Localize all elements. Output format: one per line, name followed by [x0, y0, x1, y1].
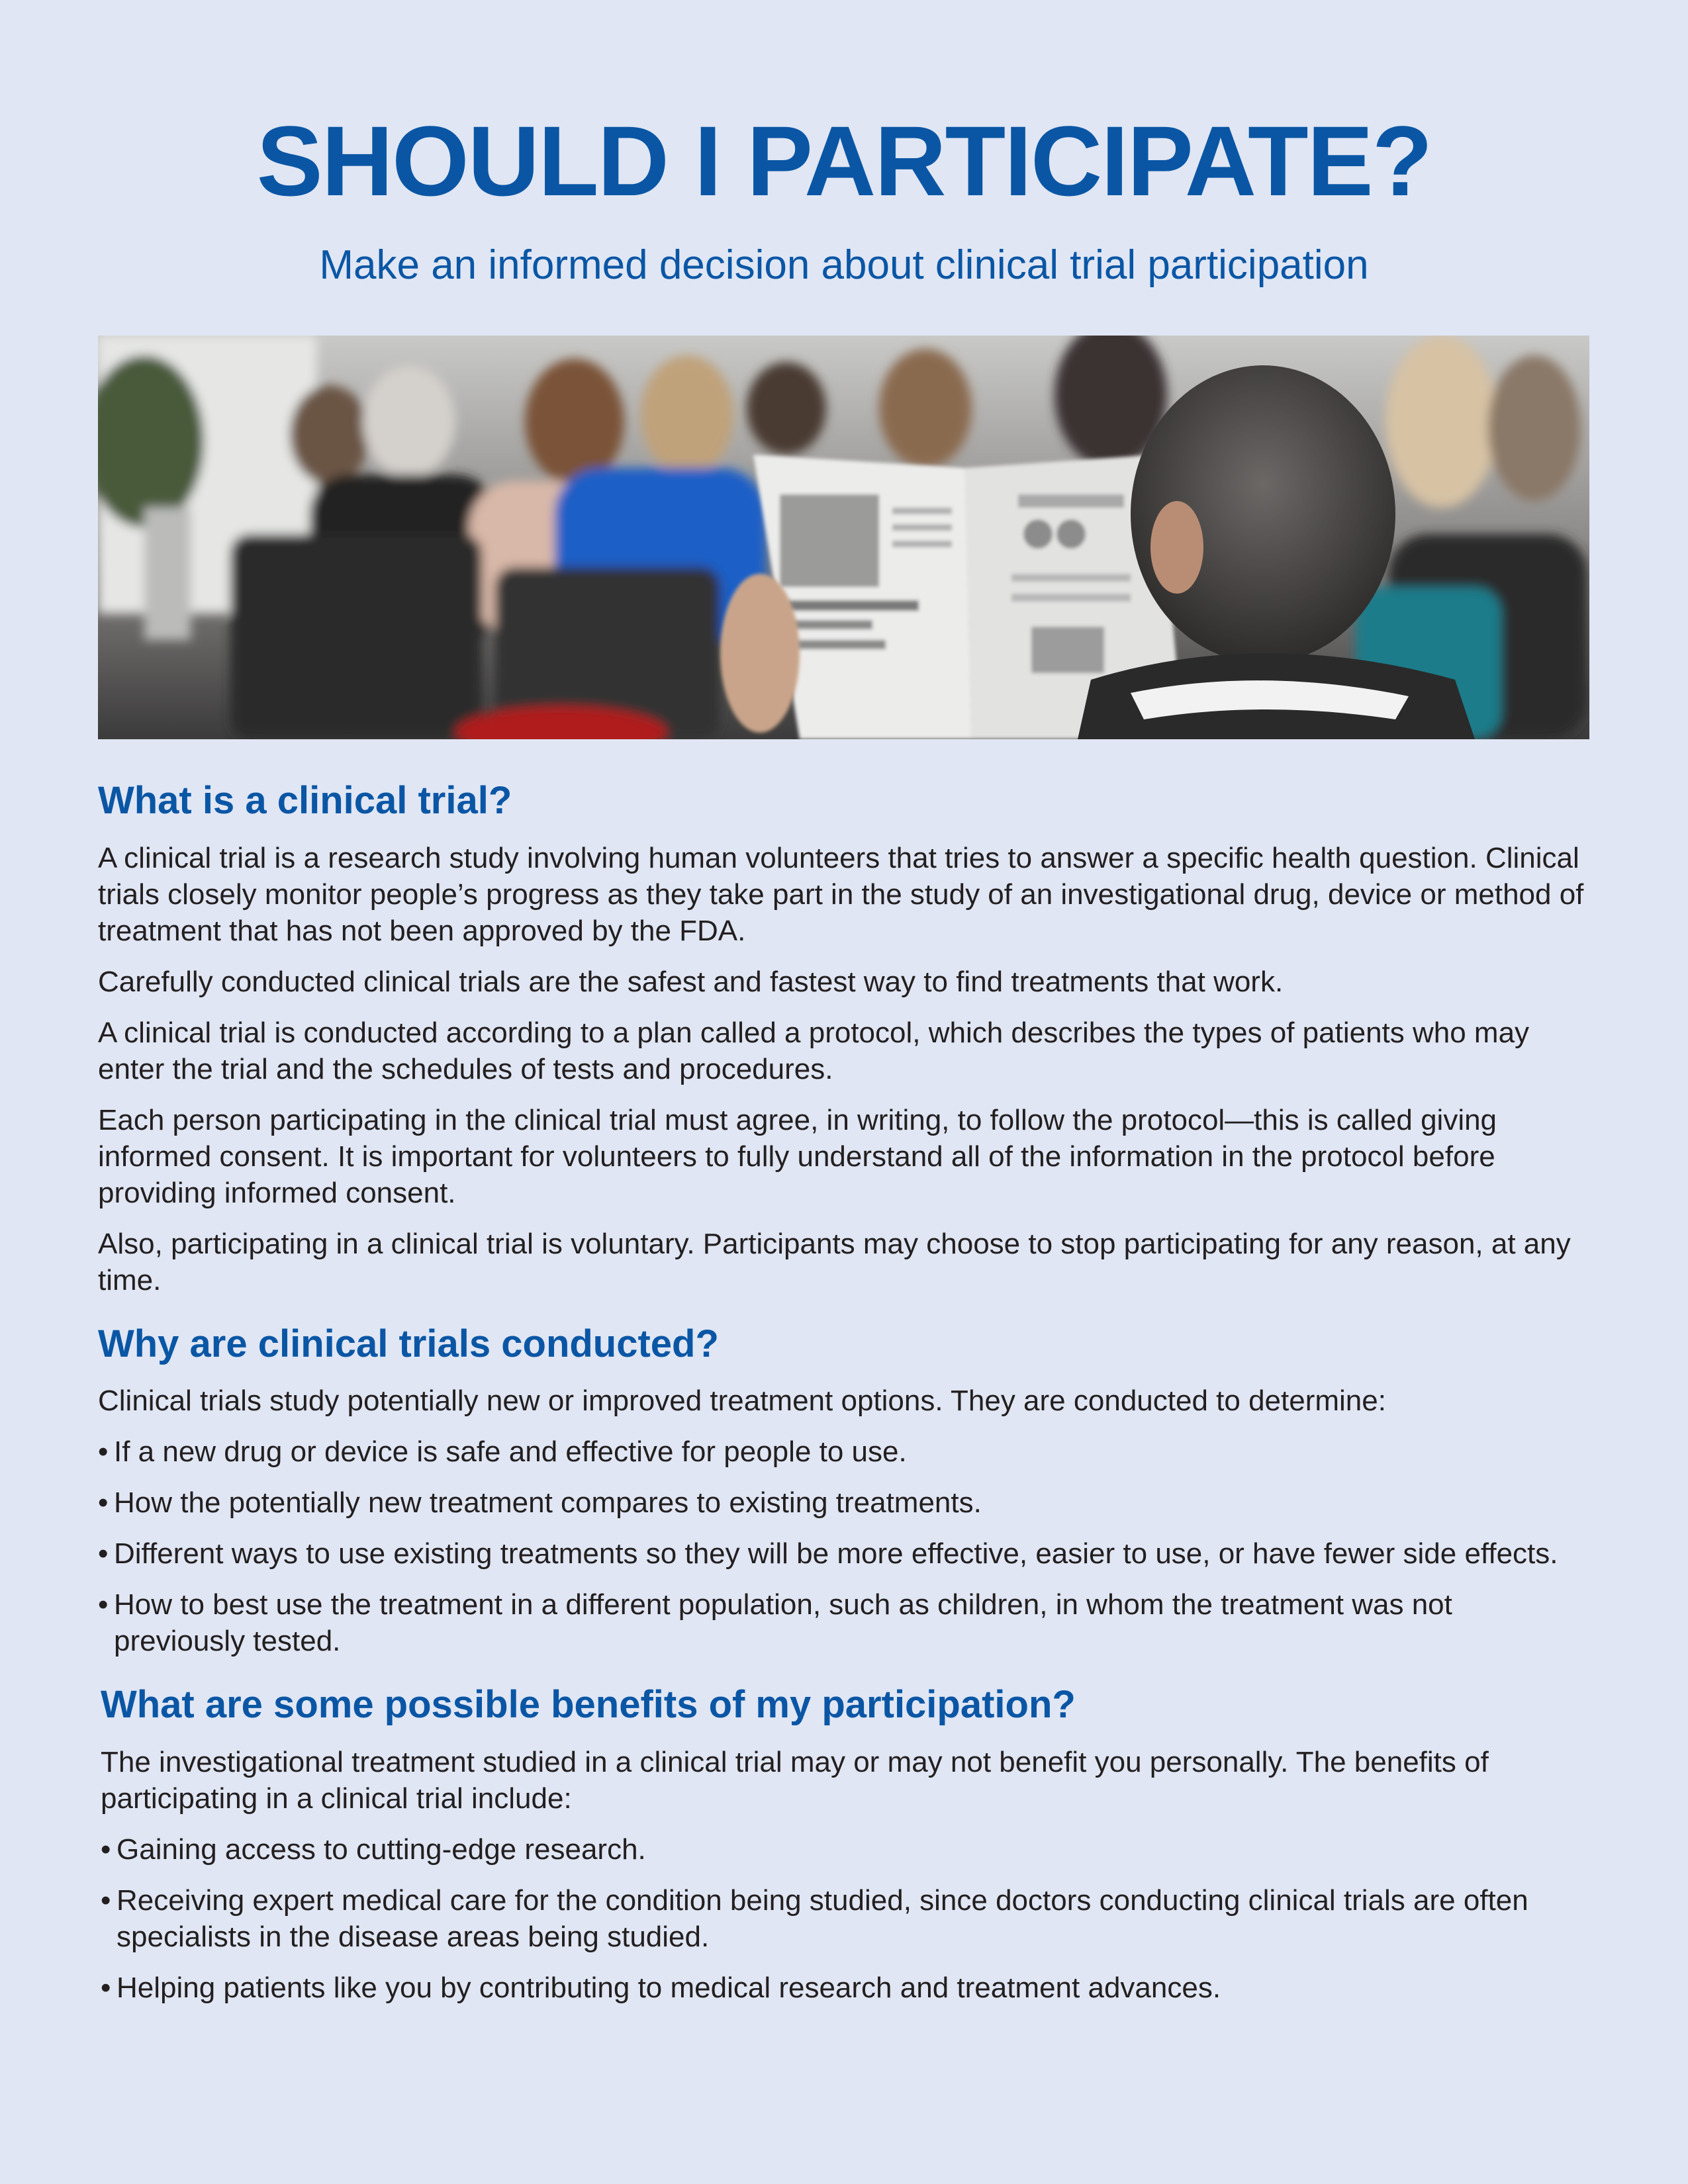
bullet-dot: • — [98, 1435, 109, 1469]
list-item — [98, 1586, 1589, 1659]
section-what-is-clinical-trial — [98, 778, 1589, 1298]
hero-photo — [98, 336, 1589, 739]
bullet-dot: • — [98, 1588, 109, 1621]
paragraph: Carefully conducted clinical trials are the safest and fastest way to find treatments that work. — [98, 965, 1284, 998]
list-item-text: If a new drug or device is safe and effective for people to use. — [114, 1435, 907, 1469]
section-possible-benefits — [101, 1682, 1589, 2006]
bullet-dot: • — [98, 1486, 109, 1520]
paragraph: A clinical trial is conducted according to a plan called a protocol, which describes the types of patients who may enter the trial and the schedules of tests and procedures. — [98, 1016, 1530, 1085]
list-item-text: Receiving expert medical care for the condition being studied, since doctors conducting clinical trials are often specialists in the disease areas being studied. — [117, 1884, 1528, 1953]
bullet-dot: • — [101, 1971, 111, 2004]
list-item-text: Helping patients like you by contributing to medical research and treatment advances. — [117, 1971, 1221, 2004]
paragraph: A clinical trial is a research study involving human volunteers that tries to answer a specific health question. Clinical trials closely monitor people’s progress as they take part in the study of an investigational drug, device or method of treatment that has not been approved by the FDA. — [98, 841, 1584, 947]
bullet-dot: • — [101, 1833, 111, 1866]
page-title: SHOULD I PARTICIPATE? — [256, 105, 1432, 216]
list-item-text: Gaining access to cutting-edge research. — [117, 1833, 646, 1866]
section-heading: What are some possible benefits of my participation? — [101, 1683, 1076, 1727]
bullet-dot: • — [98, 1537, 109, 1570]
section-heading: What is a clinical trial? — [98, 779, 512, 822]
page-subtitle: Make an informed decision about clinical trial participation — [319, 242, 1369, 288]
list-item — [98, 1433, 1589, 1470]
list-item — [98, 1535, 1589, 1572]
list-item — [101, 1831, 1589, 1868]
list-item-text: Different ways to use existing treatments so they will be more effective, easier to use, or have fewer side effects. — [114, 1537, 1558, 1570]
bullet-dot: • — [101, 1884, 111, 1917]
list-item — [101, 1882, 1589, 1955]
list-item — [98, 1484, 1589, 1521]
paragraph: Also, participating in a clinical trial is voluntary. Participants may choose to stop participating for any reason, at any time. — [98, 1227, 1571, 1297]
paragraph: The investigational treatment studied in a clinical trial may or may not benefit you personally. The benefits of participating in a clinical trial include: — [101, 1745, 1489, 1815]
section-why-conducted — [98, 1321, 1589, 1660]
hero-photo-illustration — [98, 336, 1589, 739]
bullet-list — [101, 1831, 1589, 2006]
bullet-list — [98, 1433, 1589, 1659]
list-item — [101, 1970, 1589, 2006]
list-item-text: How the potentially new treatment compares to existing treatments. — [114, 1486, 982, 1520]
main-content — [98, 778, 1589, 2006]
paragraph: Clinical trials study potentially new or improved treatment options. They are conducted to determine: — [98, 1385, 1386, 1418]
paragraph: Each person participating in the clinical trial must agree, in writing, to follow the protocol—this is called giving informed consent. It is important for volunteers to fully understand all of the information in the protocol before providing informed consent. — [98, 1103, 1497, 1209]
section-heading: Why are clinical trials conducted? — [98, 1322, 719, 1365]
list-item-text: How to best use the treatment in a different population, such as children, in whom the treatment was not previously tested. — [114, 1588, 1452, 1658]
